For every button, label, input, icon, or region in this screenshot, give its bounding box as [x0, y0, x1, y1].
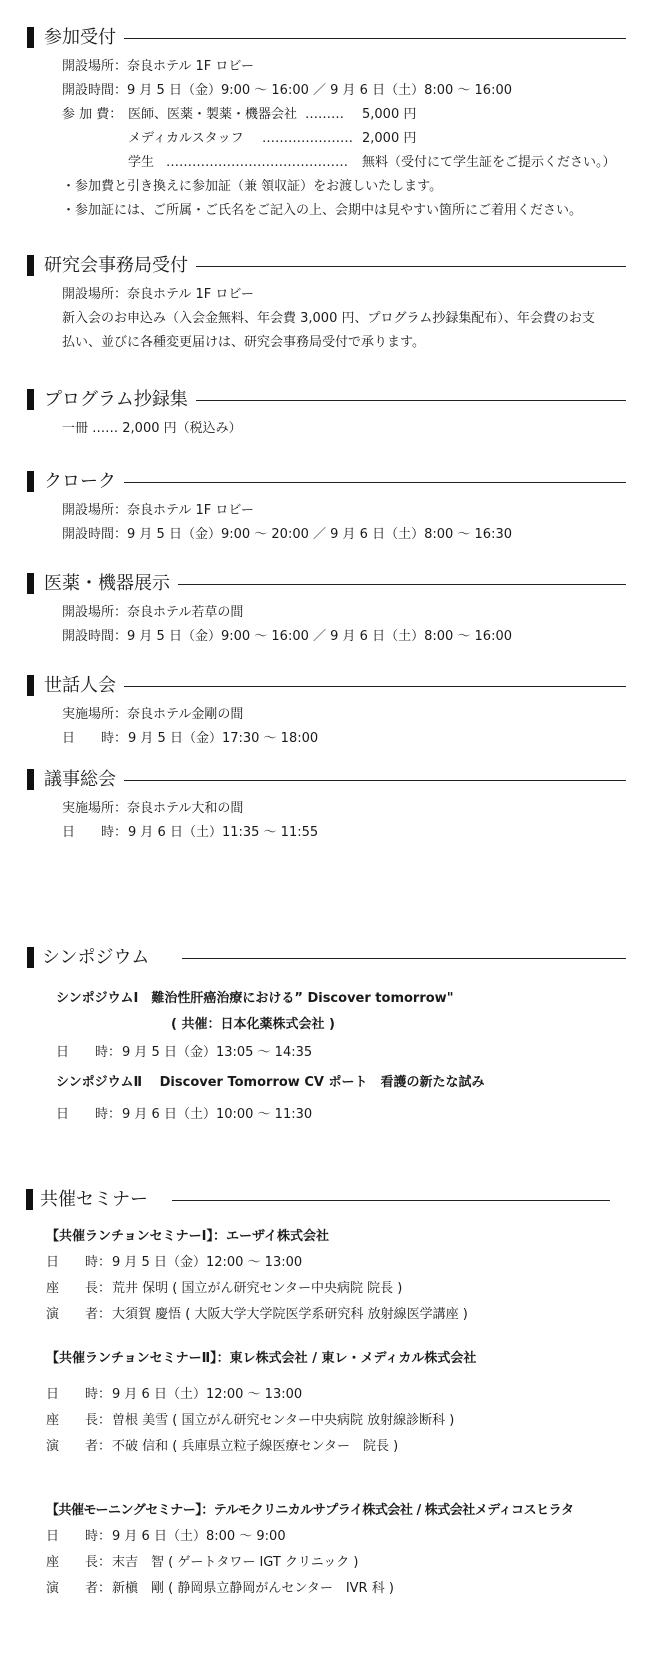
reception-note: ・参加費と引き換えに参加証（兼 領収証）をお渡しいたします。 — [62, 179, 443, 194]
section-title: 共催セミナー — [40, 1188, 156, 1212]
seminar-chair: 末吉 智 ( ゲートタワー IGT クリニック ) — [112, 1555, 359, 1570]
section-header — [0, 470, 650, 494]
seminar-speaker: 不破 信和 ( 兵庫県立粒子線医療センター 院長 ) — [112, 1439, 399, 1454]
section-header — [0, 254, 650, 278]
section-title: 医薬・機器展示 — [44, 572, 178, 596]
header-bar — [27, 255, 34, 276]
fee-row-label: メディカルスタッフ — [128, 131, 244, 146]
office-place: 開設場所：奈良ホテル 1F ロビー — [62, 287, 254, 302]
symposium-2-title: シンポジウムⅡ Discover Tomorrow CV ポート 看護の新たな試み — [56, 1075, 485, 1090]
section-title: 研究会事務局受付 — [44, 254, 196, 278]
seminar-speaker-label: 演 者： — [46, 1581, 112, 1596]
seminar-speaker-label: 演 者： — [46, 1439, 112, 1454]
section-header — [0, 388, 650, 412]
symposium-1-title: シンポジウムⅠ 難治性肝癌治療における” Discover tomorrow" — [56, 991, 454, 1006]
header-rule — [182, 958, 626, 959]
header-rule — [170, 584, 626, 585]
header-bar — [27, 27, 34, 48]
section-general — [0, 768, 650, 792]
sewanin-place: 実施場所：奈良ホテル金剛の間 — [62, 707, 244, 722]
section-header — [0, 674, 650, 698]
fee-row-amount: 2,000 円 — [362, 131, 417, 146]
seminar-chair-label: 座 長： — [46, 1413, 112, 1428]
program-price: 一冊 …… 2,000 円（税込み） — [62, 421, 242, 436]
cloak-place: 開設場所：奈良ホテル 1F ロビー — [62, 503, 254, 518]
fee-row-label: 医師、医薬・製薬・機器会社 — [128, 107, 298, 122]
section-header — [0, 26, 650, 50]
header-bar — [27, 947, 34, 968]
section-header — [0, 768, 650, 792]
seminar-speaker: 新槇 剛 ( 静岡県立静岡がんセンター IVR 科 ) — [112, 1581, 394, 1596]
section-header — [0, 946, 650, 970]
section-exhibit — [0, 572, 650, 596]
header-bar — [27, 769, 34, 790]
reception-time: 開設時間：9 月 5 日（金）9:00 ～ 16:00 ／ 9 月 6 日（土）8:00 ～ 16:00 — [62, 83, 512, 98]
section-title: シンポジウム — [42, 946, 157, 970]
seminar-chair: 曽根 美雪 ( 国立がん研究センター中央病院 放射線診断科 ) — [112, 1413, 455, 1428]
seminar-time-label: 日 時： — [46, 1255, 112, 1270]
section-title: 世話人会 — [44, 674, 124, 698]
section-cloak — [0, 470, 650, 494]
seminar-time: 9 月 5 日（金）12:00 ～ 13:00 — [112, 1255, 303, 1270]
fee-row-amount: 5,000 円 — [362, 107, 417, 122]
section-title: クローク — [44, 470, 124, 494]
section-reception — [0, 26, 650, 50]
symposium-2-time: 9 月 6 日（土）10:00 ～ 11:30 — [122, 1107, 313, 1122]
reception-place: 開設場所：奈良ホテル 1F ロビー — [62, 59, 254, 74]
header-rule — [120, 780, 626, 781]
general-time: 9 月 6 日（土）11:35 ～ 11:55 — [128, 825, 319, 840]
seminar-time-label: 日 時： — [46, 1387, 112, 1402]
seminar-speaker-label: 演 者： — [46, 1307, 112, 1322]
seminar-chair-label: 座 長： — [46, 1555, 112, 1570]
fee-row-dots: …………………………………… — [166, 155, 348, 170]
exhibit-place: 開設場所：奈良ホテル若草の間 — [62, 605, 244, 620]
section-office — [0, 254, 650, 278]
seminar-time-label: 日 時： — [46, 1529, 112, 1544]
section-symposium — [0, 946, 650, 970]
header-bar — [27, 675, 34, 696]
section-seminar — [0, 1188, 650, 1212]
symposium-1-sponsor: ( 共催：日本化薬株式会社 ) — [171, 1017, 335, 1032]
sewanin-time-label: 日 時： — [62, 731, 128, 746]
office-text: 払い、並びに各種変更届けは、研究会事務局受付で承ります。 — [62, 335, 425, 350]
header-rule — [120, 686, 626, 687]
symposium-1-time-label: 日 時： — [56, 1045, 122, 1060]
fee-row-dots: ………………… — [262, 131, 353, 146]
seminar-time: 9 月 6 日（土）8:00 ～ 9:00 — [112, 1529, 286, 1544]
symposium-2-time-label: 日 時： — [56, 1107, 122, 1122]
fee-label: 参 加 費： — [62, 107, 123, 122]
header-bar — [26, 1189, 33, 1210]
general-place: 実施場所：奈良ホテル大和の間 — [62, 801, 244, 816]
fee-row-dots: ……… — [305, 107, 344, 122]
seminar-heading: 【共催ランチョンセミナーⅡ】：東レ株式会社 / 東レ・メディカル株式会社 — [46, 1351, 477, 1366]
fee-row-amount: 無料（受付にて学生証をご提示ください。） — [362, 155, 616, 170]
header-rule — [120, 38, 626, 39]
fee-row-label: 学生 — [128, 155, 155, 170]
seminar-heading: 【共催モーニングセミナー】：テルモクリニカルサプライ株式会社 / 株式会社メディコスヒラタ — [46, 1503, 574, 1518]
seminar-chair: 荒井 保明 ( 国立がん研究センター中央病院 院長 ) — [112, 1281, 403, 1296]
section-title: 議事総会 — [44, 768, 124, 792]
section-header — [0, 572, 650, 596]
section-header — [0, 1188, 650, 1212]
header-bar — [27, 389, 34, 410]
header-rule — [172, 1200, 610, 1201]
seminar-speaker: 大須賀 慶悟 ( 大阪大学大学院医学系研究科 放射線医学講座 ) — [112, 1307, 468, 1322]
header-rule — [190, 266, 626, 267]
section-title: 参加受付 — [44, 26, 124, 50]
header-rule — [110, 482, 626, 483]
seminar-heading: 【共催ランチョンセミナーⅠ】：エーザイ株式会社 — [46, 1229, 330, 1244]
reception-note: ・参加証には、ご所属・ご氏名をご記入の上、会期中は見やすい箇所にご着用ください。 — [62, 203, 583, 218]
section-program — [0, 388, 650, 412]
sewanin-time: 9 月 5 日（金）17:30 ～ 18:00 — [128, 731, 319, 746]
section-sewanin — [0, 674, 650, 698]
section-title: プログラム抄録集 — [44, 388, 196, 412]
cloak-time: 開設時間：9 月 5 日（金）9:00 ～ 20:00 ／ 9 月 6 日（土）8:00 ～ 16:30 — [62, 527, 512, 542]
symposium-1-time: 9 月 5 日（金）13:05 ～ 14:35 — [122, 1045, 313, 1060]
seminar-chair-label: 座 長： — [46, 1281, 112, 1296]
exhibit-time: 開設時間：9 月 5 日（金）9:00 ～ 16:00 ／ 9 月 6 日（土）8:00 ～ 16:00 — [62, 629, 512, 644]
general-time-label: 日 時： — [62, 825, 128, 840]
header-rule — [190, 400, 626, 401]
seminar-time: 9 月 6 日（土）12:00 ～ 13:00 — [112, 1387, 303, 1402]
header-bar — [27, 471, 34, 492]
office-text: 新入会のお申込み（入会金無料、年会費 3,000 円、プログラム抄録集配布）、年会費のお支 — [62, 311, 595, 326]
header-bar — [27, 573, 34, 594]
